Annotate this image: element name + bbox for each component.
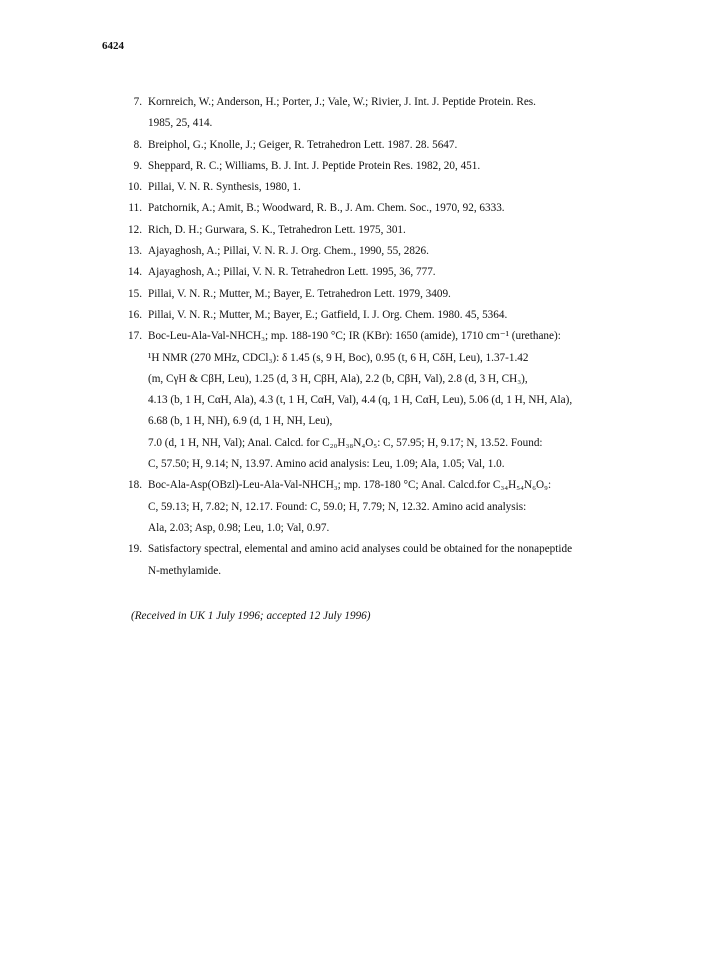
reference-14 bbox=[0, 262, 720, 283]
reference-line: C, 57.50; H, 9.14; N, 13.97. Amino acid analysis: Leu, 1.09; Ala, 1.05; Val, 1.0. bbox=[148, 458, 505, 471]
reference-number: 11. bbox=[128, 202, 142, 215]
reference-number: 7. bbox=[133, 96, 142, 108]
reference-line: (m, CγH & CβH, Leu), 1.25 (d, 3 H, CβH, Ala), 2.2 (b, CβH, Val), 2.8 (d, 3 H, CH₃), bbox=[148, 372, 528, 385]
reference-line: 6.68 (b, 1 H, NH), 6.9 (d, 1 H, NH, Leu), bbox=[148, 415, 333, 428]
reference-line: N-methylamide. bbox=[148, 564, 222, 577]
reference-16 bbox=[0, 305, 720, 326]
page-number: 6424 bbox=[102, 40, 124, 52]
reference-10 bbox=[0, 177, 720, 198]
reference-list bbox=[0, 92, 720, 582]
reference-11 bbox=[0, 198, 720, 219]
reference-17 bbox=[0, 326, 720, 475]
reference-number: 8. bbox=[133, 138, 142, 151]
reference-line: Ajayaghosh, A.; Pillai, V. N. R. Tetrahedron Lett. 1995, 36, 777. bbox=[148, 266, 436, 279]
reference-number: 10. bbox=[128, 181, 142, 194]
reference-line: Kornreich, W.; Anderson, H.; Porter, J.; Vale, W.; Rivier, J. Int. J. Peptide Protein. Res. bbox=[148, 96, 536, 108]
reference-19 bbox=[0, 539, 720, 582]
reference-line: 4.13 (b, 1 H, CαH, Ala), 4.3 (t, 1 H, CαH, Val), 4.4 (q, 1 H, CαH, Leu), 5.06 (d, 1 H, NH, Ala), bbox=[148, 394, 573, 407]
reference-7 bbox=[0, 92, 720, 135]
reference-number: 16. bbox=[128, 308, 142, 321]
reference-line: 7.0 (d, 1 H, NH, Val); Anal. Calcd. for C₂₀H₃₈N₄O₅: C, 57.95; H, 9.17; N, 13.52. Found: bbox=[148, 436, 543, 449]
reference-8 bbox=[0, 135, 720, 156]
reference-number: 12. bbox=[128, 223, 142, 236]
reference-number: 18. bbox=[128, 479, 142, 492]
reference-line: C, 59.13; H, 7.82; N, 12.17. Found: C, 59.0; H, 7.79; N, 12.32. Amino acid analysis: bbox=[148, 500, 527, 513]
reference-line: Patchornik, A.; Amit, B.; Woodward, R. B., J. Am. Chem. Soc., 1970, 92, 6333. bbox=[148, 202, 505, 215]
reference-line: Sheppard, R. C.; Williams, B. J. Int. J. Peptide Protein Res. 1982, 20, 451. bbox=[148, 159, 481, 172]
reference-line: ¹H NMR (270 MHz, CDCl₃): δ 1.45 (s, 9 H, Boc), 0.95 (t, 6 H, CδH, Leu), 1.37-1.42 bbox=[148, 351, 529, 364]
received-note: (Received in UK 1 July 1996; accepted 12 July 1996) bbox=[131, 610, 371, 622]
reference-9 bbox=[0, 156, 720, 177]
reference-line: Boc-Leu-Ala-Val-NHCH₃; mp. 188-190 °C; IR (KBr): 1650 (amide), 1710 cm⁻¹ (urethane): bbox=[148, 330, 561, 343]
reference-line: Ajayaghosh, A.; Pillai, V. N. R. J. Org. Chem., 1990, 55, 2826. bbox=[148, 245, 429, 258]
reference-line: Boc-Ala-Asp(OBzl)-Leu-Ala-Val-NHCH₃; mp. 178-180 °C; Anal. Calcd.for C₃₄H₅₄N₆O₉: bbox=[148, 479, 552, 492]
reference-number: 17. bbox=[128, 330, 142, 343]
reference-12 bbox=[0, 220, 720, 241]
reference-number: 13. bbox=[128, 245, 142, 258]
reference-line: Breiphol, G.; Knolle, J.; Geiger, R. Tetrahedron Lett. 1987. 28. 5647. bbox=[148, 138, 458, 151]
reference-15 bbox=[0, 284, 720, 305]
reference-number: 14. bbox=[128, 266, 142, 279]
reference-line: Pillai, V. N. R.; Mutter, M.; Bayer, E. Tetrahedron Lett. 1979, 3409. bbox=[148, 287, 451, 300]
reference-18 bbox=[0, 475, 720, 539]
reference-number: 19. bbox=[128, 543, 142, 556]
reference-line: Pillai, V. N. R.; Mutter, M.; Bayer, E.; Gatfield, I. J. Org. Chem. 1980. 45, 5364. bbox=[148, 308, 508, 321]
reference-number: 15. bbox=[128, 287, 142, 300]
reference-line: Rich, D. H.; Gurwara, S. K., Tetrahedron Lett. 1975, 301. bbox=[148, 223, 406, 236]
reference-line: Satisfactory spectral, elemental and amino acid analyses could be obtained for the nonapeptide bbox=[148, 543, 573, 556]
reference-line: Ala, 2.03; Asp, 0.98; Leu, 1.0; Val, 0.97. bbox=[148, 521, 330, 534]
reference-number: 9. bbox=[133, 159, 142, 172]
reference-13 bbox=[0, 241, 720, 262]
reference-line: Pillai, V. N. R. Synthesis, 1980, 1. bbox=[148, 181, 301, 194]
reference-line: 1985, 25, 414. bbox=[148, 117, 213, 130]
